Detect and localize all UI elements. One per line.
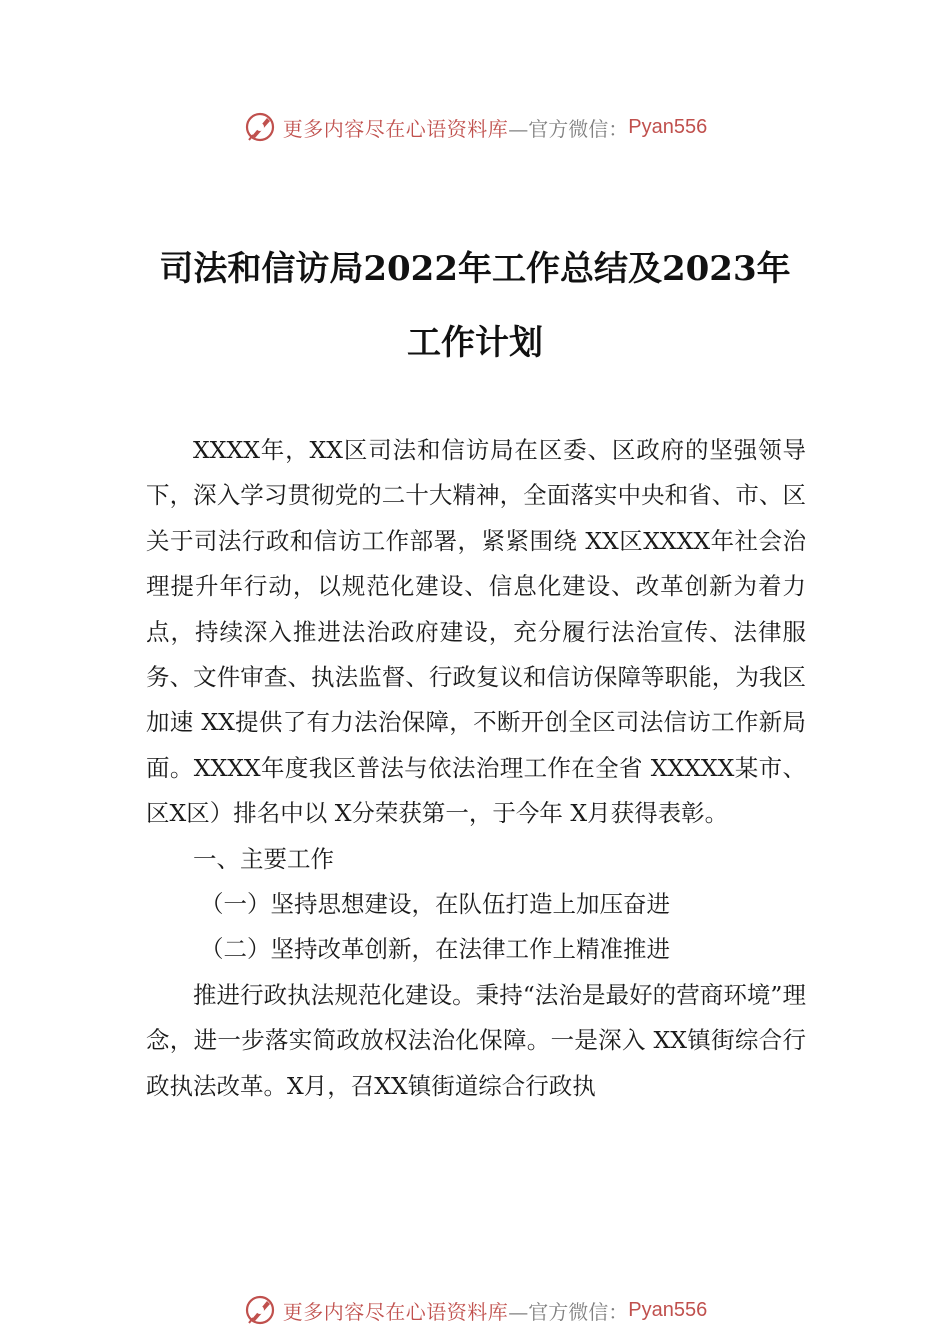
document-body bbox=[146, 428, 806, 1109]
header-watermark bbox=[0, 107, 950, 147]
body-paragraph-intro: XXXX年，XX区司法和信访局在区委、区政府的坚强领导下，深入学习贯彻党的二十大精神，全面落实中央和省、市、区关于司法行政和信访工作部署，紧紧围绕 XX区XXXX年社会治理提升年行动，以规范化建设、信息化建设、改革创新为着力点，持续深入推进法治政府建设，充分履行法治宣传、法律服务、文件审查、执法监督、行政复议和信访保障等职能，为我区加速 XX提供了有力法治保障，不断开创全区司法信访工作新局面。XXXX年度我区普法与依法治理工作在全省 XXXXX某市、区X区）排名中以 X分荣获第一，于今年 X月获得表彰。 bbox=[146, 436, 806, 828]
subsection-heading-2: （二）坚持改革创新，在法律工作上精准推进 bbox=[200, 935, 671, 964]
watermark-wechat-id: Pyan556 bbox=[628, 1298, 708, 1321]
document-title-line-2: 工作计划 bbox=[407, 323, 543, 363]
watermark-separator: —官方微信： bbox=[508, 116, 629, 141]
quill-circle-icon bbox=[243, 110, 277, 144]
section-heading-main-work: 一、主要工作 bbox=[193, 844, 334, 873]
document-title-line-1: 司法和信访局2022年工作总结及2023年 bbox=[159, 249, 791, 289]
subsection-heading-1: （一）坚持思想建设，在队伍打造上加压奋进 bbox=[200, 890, 671, 919]
body-paragraph-law-enforcement: 推进行政执法规范化建设。秉持“法治是最好的营商环境”理念，进一步落实简政放权法治化保障。一是深入 XX镇街综合行政执法改革。X月，召XX镇街道综合行政执 bbox=[146, 980, 806, 1100]
quill-circle-icon bbox=[243, 1293, 277, 1327]
footer-watermark bbox=[0, 1290, 950, 1330]
watermark-wechat-id: Pyan556 bbox=[628, 115, 708, 138]
watermark-text: 更多内容尽在心语资料库 bbox=[282, 116, 509, 141]
watermark-separator: —官方微信： bbox=[508, 1299, 629, 1324]
watermark-text: 更多内容尽在心语资料库 bbox=[282, 1299, 509, 1324]
